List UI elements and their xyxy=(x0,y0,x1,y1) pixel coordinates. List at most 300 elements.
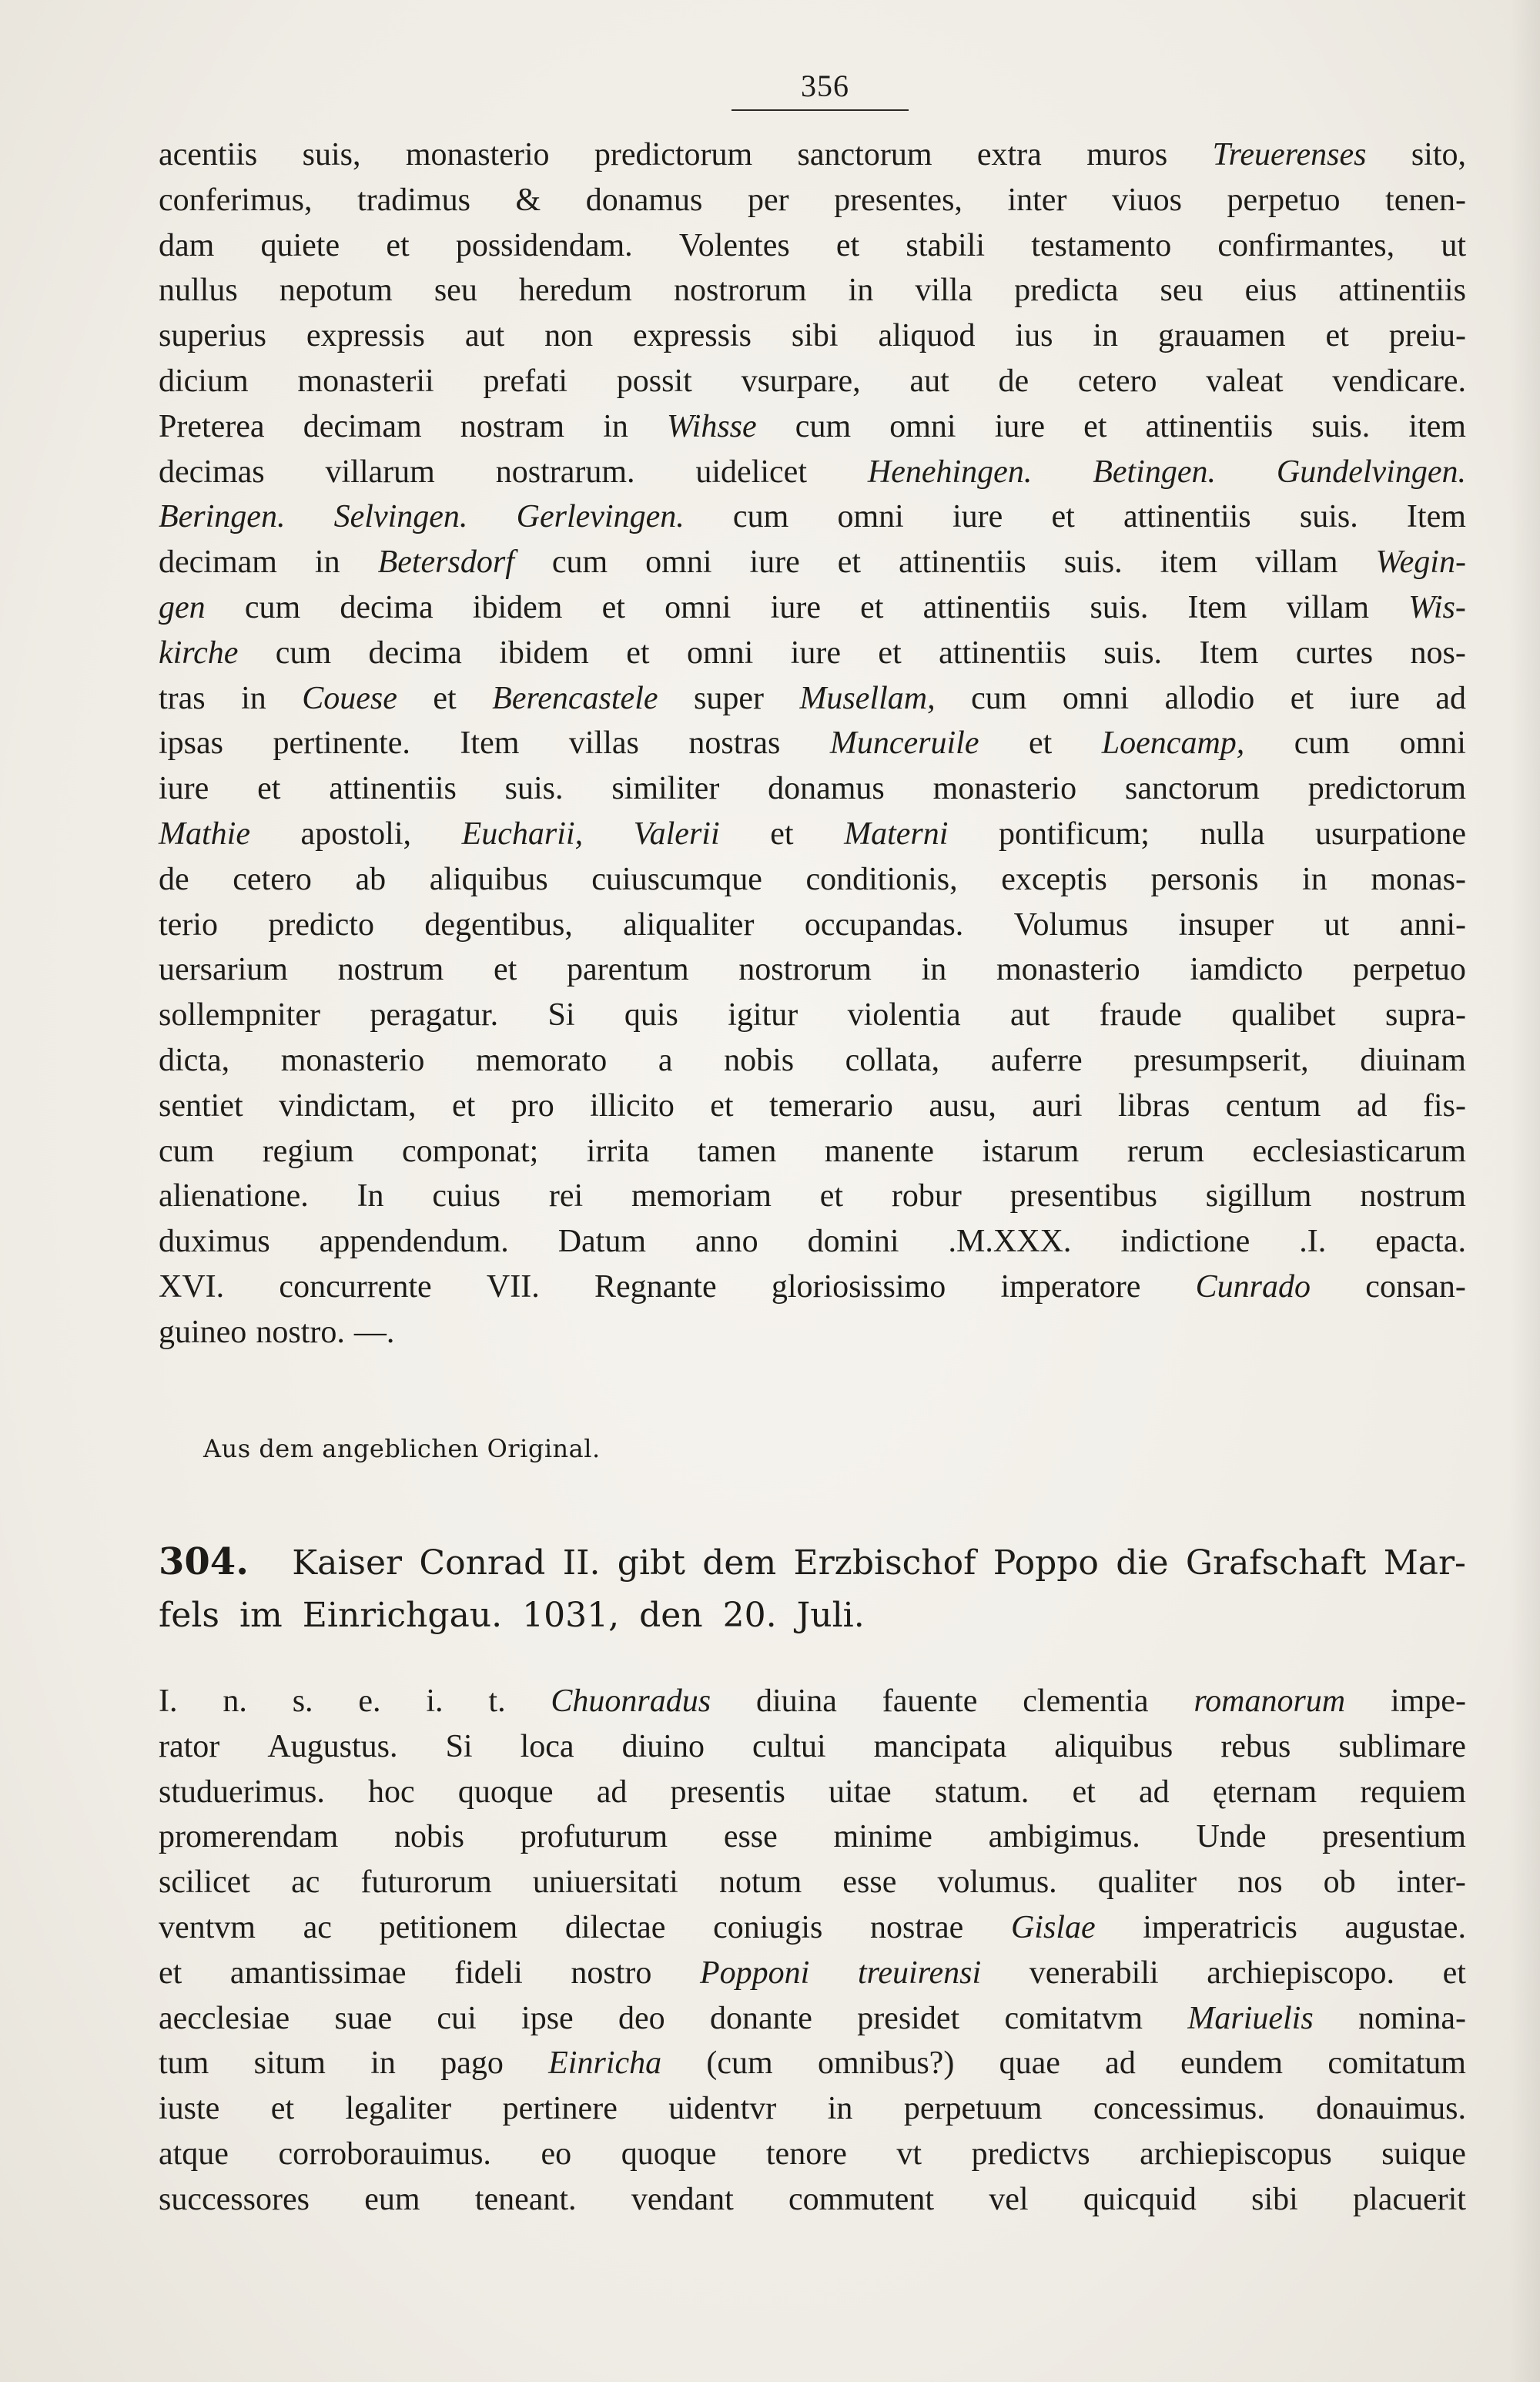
word: villam xyxy=(1255,544,1338,581)
word: nostrae xyxy=(870,1909,964,1945)
word: volumus. xyxy=(937,1864,1057,1901)
word: nostro xyxy=(571,1955,652,1991)
word: Si xyxy=(547,997,575,1034)
word: parentum xyxy=(567,952,689,988)
word: componat; xyxy=(402,1133,539,1169)
word: ob xyxy=(1323,1864,1356,1901)
word: non xyxy=(544,318,594,354)
word: Couese xyxy=(302,680,397,716)
word: sanctorum xyxy=(1124,771,1260,807)
text-line xyxy=(159,2086,1466,2132)
word: predicta xyxy=(1014,273,1119,309)
word: cui xyxy=(437,2000,477,2036)
word: diuino xyxy=(621,1728,705,1764)
word: occupandas. xyxy=(804,906,964,943)
word: villa xyxy=(915,273,973,309)
word: auferre xyxy=(990,1042,1083,1078)
word: concurrente xyxy=(279,1268,432,1305)
word: in xyxy=(921,952,947,988)
header-rule xyxy=(732,109,909,111)
text-line xyxy=(159,993,1466,1038)
word: cum xyxy=(1294,725,1351,762)
word: minime xyxy=(833,1819,932,1855)
word: Valerii xyxy=(633,816,720,852)
word: iure xyxy=(770,589,821,625)
word: attinentiis xyxy=(899,544,1026,581)
heading-word: Juli. xyxy=(796,1596,865,1635)
word: omni xyxy=(1062,680,1130,716)
word: et xyxy=(257,771,281,807)
word: Item xyxy=(460,725,520,762)
word: aut xyxy=(464,318,505,354)
word: nostrorum xyxy=(738,952,872,988)
word: cetero xyxy=(1077,363,1157,399)
word: Henehingen. xyxy=(867,454,1033,490)
word: ad xyxy=(1356,1087,1388,1124)
heading-word: Kaiser xyxy=(292,1543,403,1583)
text-line xyxy=(159,1951,1466,1996)
word: I. xyxy=(159,1683,178,1719)
word: suis. xyxy=(1311,408,1371,444)
word: attinentiis xyxy=(939,635,1066,671)
word: iure xyxy=(1349,680,1400,716)
word: aut xyxy=(1009,997,1050,1034)
word: in xyxy=(1093,318,1119,354)
word: in xyxy=(1302,861,1327,897)
word: prefati xyxy=(483,363,568,399)
text-line xyxy=(159,1038,1466,1084)
word: clementia xyxy=(1023,1683,1149,1719)
word: eo xyxy=(541,2136,572,2172)
page-number: 356 xyxy=(801,69,849,103)
word: item xyxy=(1408,408,1466,444)
word: pertinere xyxy=(502,2091,618,2127)
word: fraude xyxy=(1099,997,1182,1034)
word: predictorum xyxy=(594,137,753,173)
word: et xyxy=(1051,499,1075,535)
word: centum xyxy=(1225,1087,1321,1124)
word: cuiuscumque xyxy=(591,861,762,897)
word: Musellam, xyxy=(799,680,936,716)
word: Preterea xyxy=(159,408,265,444)
word: nos xyxy=(1237,1864,1283,1901)
page-edge-shadow xyxy=(1509,0,1540,2382)
word: a xyxy=(658,1042,673,1078)
text-line xyxy=(159,766,1466,812)
text-line xyxy=(159,1679,1466,1724)
word: dam xyxy=(159,227,215,263)
word: cuius xyxy=(432,1178,501,1214)
word: terio xyxy=(159,906,218,943)
word: cum xyxy=(795,408,852,444)
word: profuturum xyxy=(520,1819,668,1855)
word: nobis xyxy=(724,1042,795,1078)
word: inter xyxy=(1007,182,1067,218)
word: (cum xyxy=(706,2045,773,2082)
text-line xyxy=(159,812,1466,857)
word: ibidem xyxy=(472,589,563,625)
word: diuinam xyxy=(1360,1042,1466,1078)
word: Eucharii, xyxy=(461,816,584,852)
word: et xyxy=(878,635,902,671)
word: dicta, xyxy=(159,1042,230,1078)
word: villas xyxy=(568,725,639,762)
heading-word: Einrichgau. xyxy=(302,1596,503,1635)
word: iuste xyxy=(159,2091,220,2127)
word: regium xyxy=(262,1133,354,1169)
word: testamento xyxy=(1031,227,1172,263)
word: et xyxy=(1290,680,1314,716)
word: ęternam xyxy=(1212,1774,1317,1810)
word: auri xyxy=(1032,1087,1083,1124)
word: decimam xyxy=(303,408,422,444)
word: grauamen xyxy=(1157,318,1286,354)
word: qualiter xyxy=(1097,1864,1197,1901)
word: in xyxy=(314,544,340,581)
word: vendant xyxy=(631,2181,734,2217)
word: suis. xyxy=(1063,544,1123,581)
word: tenore xyxy=(765,2136,847,2172)
word: in xyxy=(827,2091,853,2127)
word: alienatione. xyxy=(159,1178,309,1214)
word: gloriosissimo xyxy=(771,1268,946,1305)
word: et xyxy=(710,1087,734,1124)
word: In xyxy=(357,1178,384,1214)
word: sentiet xyxy=(159,1087,243,1124)
word: decimas xyxy=(159,454,265,490)
word: presentibus xyxy=(1009,1178,1157,1214)
word: collata, xyxy=(845,1042,940,1078)
word: Treuerenses xyxy=(1212,137,1367,173)
word: Mathie xyxy=(159,816,250,852)
word: n. xyxy=(223,1683,247,1719)
word: vel xyxy=(989,2181,1029,2217)
word: esse xyxy=(723,1819,778,1855)
word: predicto xyxy=(268,906,374,943)
word: in xyxy=(603,408,628,444)
word: presidet xyxy=(857,2000,960,2036)
word: predictorum xyxy=(1307,771,1466,807)
word: Gerlevingen. xyxy=(516,499,685,535)
word: insuper xyxy=(1178,906,1274,943)
word: cetero xyxy=(233,861,312,897)
word: illicito xyxy=(590,1087,675,1124)
word: cultui xyxy=(752,1728,826,1764)
word: iure xyxy=(749,544,800,581)
word: cum xyxy=(275,635,332,671)
word: concessimus. xyxy=(1093,2091,1265,2127)
text-line xyxy=(159,1084,1466,1129)
word: ipse xyxy=(521,2000,574,2036)
heading-word: im xyxy=(239,1596,283,1635)
word: amantissimae xyxy=(229,1955,407,1991)
document-number: 304. xyxy=(159,1540,249,1583)
word: robur xyxy=(891,1178,962,1214)
word: suis. xyxy=(504,771,564,807)
word: temerario xyxy=(769,1087,893,1124)
word: successores xyxy=(159,2181,310,2217)
text-line xyxy=(159,903,1466,948)
text-line xyxy=(159,1310,1466,1355)
word: pertinente. xyxy=(273,725,410,762)
word: de xyxy=(998,363,1029,399)
word: quoque xyxy=(621,2136,717,2172)
word: et xyxy=(451,1087,476,1124)
word: confirmantes, xyxy=(1217,227,1395,263)
word: iure xyxy=(159,771,209,807)
word: et xyxy=(1325,318,1349,354)
word: curtes xyxy=(1295,635,1374,671)
word: .M.XXX. xyxy=(948,1224,1072,1260)
source-note: Aus dem angeblichen Original. xyxy=(203,1434,601,1463)
word: et xyxy=(494,952,517,988)
word: allodio xyxy=(1164,680,1255,716)
word: esse xyxy=(842,1864,897,1901)
word: et xyxy=(819,1178,844,1214)
word: usurpatione xyxy=(1315,816,1466,852)
word: aut xyxy=(909,363,949,399)
word: appendendum. xyxy=(319,1224,509,1260)
word: nostrum xyxy=(1360,1178,1466,1214)
word: imperatore xyxy=(1000,1268,1141,1305)
word: sigillum xyxy=(1205,1178,1312,1214)
heading-word: Conrad xyxy=(419,1543,546,1583)
word: quicquid xyxy=(1083,2181,1197,2217)
word: nostras xyxy=(688,725,781,762)
word: in xyxy=(370,2045,396,2082)
word: conferimus, xyxy=(159,182,313,218)
word: rerum xyxy=(1127,1133,1204,1169)
word: Augustus. xyxy=(267,1728,398,1764)
word: ac xyxy=(291,1864,320,1901)
word: teneant. xyxy=(474,2181,577,2217)
word: archiepiscopo. xyxy=(1207,1955,1395,1991)
word: Popponi xyxy=(700,1955,810,1991)
word: suique xyxy=(1381,2136,1466,2172)
word: ambigimus. xyxy=(988,1819,1140,1855)
word: similiter xyxy=(611,771,720,807)
text-line xyxy=(159,1814,1466,1860)
word: Mariuelis xyxy=(1187,2000,1314,2036)
word: cum xyxy=(159,1133,215,1169)
word: heredum xyxy=(518,273,632,309)
word: peragatur. xyxy=(370,997,499,1034)
word: Gislae xyxy=(1010,1909,1096,1945)
word: in xyxy=(241,680,266,716)
word: promerendam xyxy=(159,1819,339,1855)
word: Cunrado xyxy=(1195,1268,1311,1305)
heading-word: die xyxy=(1116,1543,1169,1583)
word: presentes, xyxy=(834,182,962,218)
word: epacta. xyxy=(1375,1224,1466,1260)
word: donamus xyxy=(768,771,885,807)
text-line xyxy=(159,585,1466,631)
word: uidentvr xyxy=(668,2091,777,2127)
word: eundem xyxy=(1180,2045,1284,2082)
word: nostrum xyxy=(337,952,444,988)
word: et xyxy=(860,589,884,625)
word: omni xyxy=(645,544,712,581)
text-line xyxy=(159,178,1466,223)
word: gen xyxy=(159,589,206,625)
word: eius xyxy=(1244,273,1297,309)
word: ad xyxy=(596,1774,628,1810)
charter-text-continued xyxy=(159,132,1466,1355)
word: attinentiis xyxy=(329,771,457,807)
text-line xyxy=(159,450,1466,495)
word: et xyxy=(837,544,862,581)
word: venerabili xyxy=(1029,1955,1159,1991)
word: decima xyxy=(368,635,462,671)
text-line xyxy=(159,631,1466,676)
word: monasterio xyxy=(996,952,1140,988)
word: perpetuum xyxy=(903,2091,1043,2127)
word: consan- xyxy=(1365,1268,1466,1305)
word: monasterio xyxy=(932,771,1077,807)
word: VII. xyxy=(486,1268,540,1305)
word: perpetuo xyxy=(1352,952,1466,988)
word: uersarium xyxy=(159,952,288,988)
text-line xyxy=(159,268,1466,313)
word: tenen- xyxy=(1385,182,1466,218)
text-line xyxy=(159,1724,1466,1770)
word: et xyxy=(159,1955,182,1991)
word: Datum xyxy=(557,1224,646,1260)
word: et xyxy=(601,589,625,625)
text-line xyxy=(159,947,1466,993)
word: Volentes xyxy=(678,227,790,263)
word: nulla xyxy=(1200,816,1265,852)
word: cum xyxy=(971,680,1027,716)
word: aliqualiter xyxy=(623,906,755,943)
word: imperatricis xyxy=(1143,1909,1297,1945)
heading-line-1 xyxy=(159,1535,1466,1589)
word: omni xyxy=(837,499,904,535)
word: placuerit xyxy=(1353,2181,1466,2217)
word: nomina- xyxy=(1358,2000,1466,2036)
word: vsurpare, xyxy=(741,363,861,399)
word: fauente xyxy=(882,1683,978,1719)
word: de xyxy=(159,861,189,897)
word: et xyxy=(770,816,794,852)
heading-word: Grafschaft xyxy=(1185,1543,1367,1583)
heading-word: dem xyxy=(702,1543,777,1583)
word: studuerimus. xyxy=(159,1774,325,1810)
word: extra xyxy=(976,137,1042,173)
word: fis- xyxy=(1422,1087,1466,1124)
word: iure xyxy=(994,408,1045,444)
word: Unde xyxy=(1196,1819,1267,1855)
word: ad xyxy=(1139,1774,1170,1810)
word: Betersdorf xyxy=(377,544,514,581)
word: omnibus?) xyxy=(818,2045,955,2082)
word: ibidem xyxy=(499,635,589,671)
word: possidendam. xyxy=(455,227,633,263)
word: petitionem xyxy=(379,1909,518,1945)
word: fideli xyxy=(454,1955,523,1991)
word: Item xyxy=(1406,499,1466,535)
text-line xyxy=(159,1174,1466,1219)
word: attinentiis xyxy=(922,589,1051,625)
word: quis xyxy=(624,997,678,1034)
word: Berencastele xyxy=(492,680,658,716)
word: guineo xyxy=(159,1314,247,1350)
word: attinentiis xyxy=(1145,408,1274,444)
word: viuos xyxy=(1111,182,1182,218)
word: Si xyxy=(445,1728,473,1764)
heading-word: den xyxy=(639,1596,703,1635)
text-line xyxy=(159,1219,1466,1265)
word: aliquod xyxy=(878,318,976,354)
word: villarum xyxy=(325,454,435,490)
word: suae xyxy=(334,2000,393,2036)
word: preiu- xyxy=(1388,318,1466,354)
word: vindictam, xyxy=(279,1087,417,1124)
text-line xyxy=(159,1129,1466,1174)
word: tras xyxy=(159,680,206,716)
word: & xyxy=(515,182,541,218)
word: et xyxy=(433,680,457,716)
word: et xyxy=(270,2091,295,2127)
heading-word: Erzbischof xyxy=(793,1543,976,1583)
heading-word: 20. xyxy=(722,1596,777,1635)
word: ut xyxy=(1324,906,1350,943)
word: nos- xyxy=(1410,635,1466,671)
word: dicium xyxy=(159,363,249,399)
word: tum xyxy=(159,2045,209,2082)
word: nullus xyxy=(159,273,238,309)
word: comitatum xyxy=(1327,2045,1466,2082)
word: ab xyxy=(355,861,387,897)
word: quiete xyxy=(260,227,340,263)
word: sibi xyxy=(791,318,839,354)
word: anni- xyxy=(1399,906,1466,943)
text-line xyxy=(159,132,1466,178)
word: Item xyxy=(1187,589,1247,625)
word: memorato xyxy=(475,1042,608,1078)
word: et xyxy=(1028,725,1053,762)
word: et xyxy=(626,635,650,671)
word: cum xyxy=(732,499,789,535)
word: et xyxy=(386,227,410,263)
text-line xyxy=(159,223,1466,269)
word: comitatvm xyxy=(1004,2000,1143,2036)
word: predictvs xyxy=(971,2136,1090,2172)
word: statum. xyxy=(934,1774,1029,1810)
word: Chuonradus xyxy=(551,1683,711,1719)
word: suis. xyxy=(1103,635,1163,671)
word: iamdicto xyxy=(1190,952,1304,988)
text-line xyxy=(159,676,1466,722)
word: iure xyxy=(952,499,1003,535)
word: attinentiis xyxy=(1338,273,1466,309)
word: vt xyxy=(896,2136,922,2172)
word: memoriam xyxy=(631,1178,772,1214)
word: acentiis xyxy=(159,137,258,173)
word: deo xyxy=(618,2000,665,2036)
word: ad xyxy=(1105,2045,1136,2082)
word: manente xyxy=(824,1133,934,1169)
word: legaliter xyxy=(345,2091,452,2127)
word: iure xyxy=(790,635,842,671)
word: inter- xyxy=(1396,1864,1466,1901)
word: hoc xyxy=(368,1774,415,1810)
text-line xyxy=(159,2132,1466,2177)
word: degentibus, xyxy=(424,906,573,943)
text-line xyxy=(159,404,1466,450)
word: uniuersitati xyxy=(532,1864,678,1901)
word: ad xyxy=(1435,680,1466,716)
